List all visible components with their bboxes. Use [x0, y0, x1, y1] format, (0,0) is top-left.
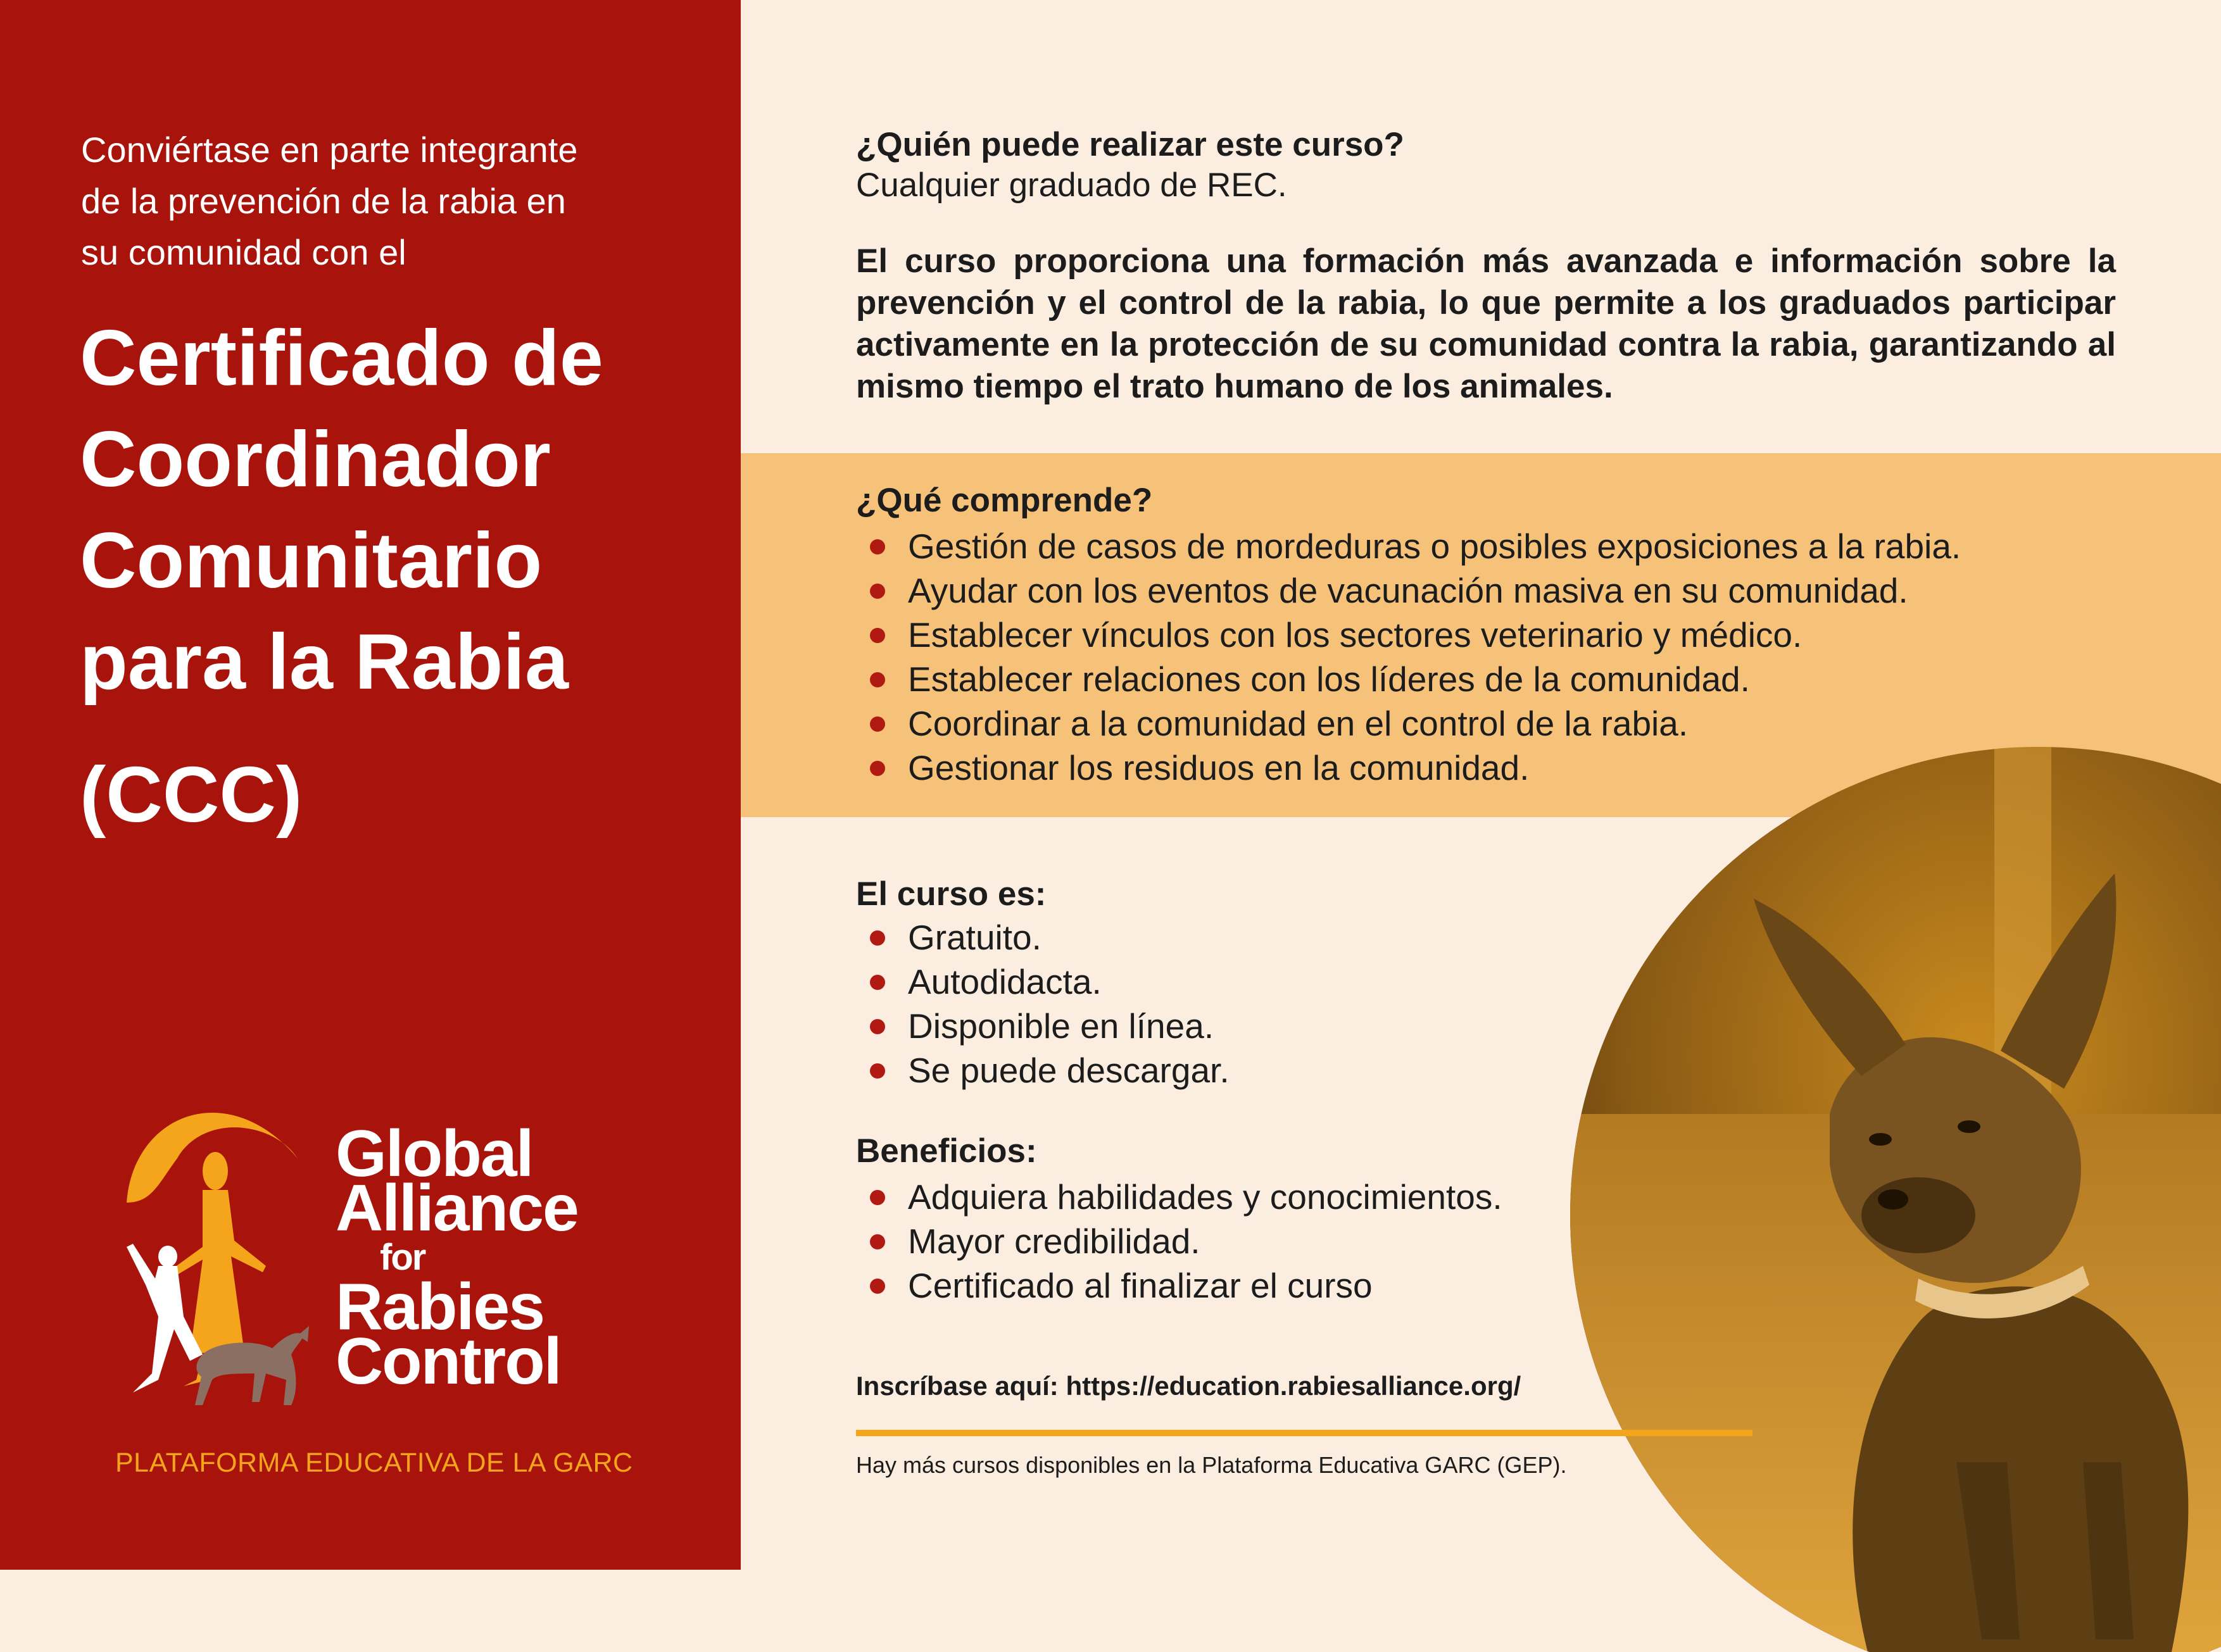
dog-photo	[1564, 734, 2221, 1652]
list-item: Establecer vínculos con los sectores veterinario y médico.	[856, 613, 1961, 657]
course-is-list	[856, 915, 1230, 1092]
logo-word: Control	[336, 1325, 561, 1398]
certificate-abbreviation: (CCC)	[80, 751, 303, 839]
benefits-heading: Beneficios:	[856, 1132, 1037, 1170]
title-line: Coordinador	[80, 416, 551, 503]
list-item: Disponible en línea.	[856, 1004, 1230, 1048]
platform-name: PLATAFORMA EDUCATIVA DE LA GARC	[115, 1448, 633, 1478]
title-line: Certificado de	[80, 315, 603, 402]
enroll-link[interactable]: Inscríbase aquí: https://education.rabiesalliance.org/	[856, 1371, 1521, 1401]
includes-heading: ¿Qué comprende?	[856, 482, 1153, 519]
more-courses-note: Hay más cursos disponibles en la Plataforma Educativa GARC (GEP).	[856, 1452, 1567, 1478]
logo-word: Rabies	[336, 1270, 544, 1344]
garc-logo-figures-icon	[108, 1076, 336, 1418]
list-item: Adquiera habilidades y conocimientos.	[856, 1175, 1502, 1219]
divider	[856, 1430, 1752, 1436]
list-item: Autodidacta.	[856, 960, 1230, 1004]
intro-line: Conviértase en parte integrante	[81, 130, 578, 170]
benefits-list	[856, 1175, 1502, 1308]
course-description: El curso proporciona una formación más avanzada e información sobre la prevención y el control de la rabia, lo que permite a los graduados participar activamente en la protección de su comunidad contra la rabia, garantizando al mismo tiempo el trato humano de los animales.	[856, 242, 2116, 405]
list-item: Mayor credibilidad.	[856, 1219, 1502, 1263]
list-item: Certificado al finalizar el curso	[856, 1263, 1502, 1308]
list-item: Establecer relaciones con los líderes de la comunidad.	[856, 657, 1961, 701]
logo-word: Alliance	[336, 1172, 578, 1245]
left-panel	[0, 0, 741, 1570]
certificate-title	[80, 308, 713, 713]
title-line: Comunitario	[80, 517, 543, 604]
logo-word: Global	[336, 1117, 533, 1191]
intro-text	[81, 124, 702, 278]
intro-line: de la prevención de la rabia en	[81, 181, 566, 221]
logo-word: for	[380, 1237, 425, 1278]
title-line: para la Rabia	[80, 618, 569, 706]
includes-list	[856, 524, 1961, 790]
garc-logo	[108, 1076, 652, 1418]
list-item: Gestión de casos de mordeduras o posibles exposiciones a la rabia.	[856, 524, 1961, 568]
who-answer: Cualquier graduado de REC.	[856, 166, 1287, 204]
logo-wordmark	[336, 1117, 578, 1398]
intro-line: su comunidad con el	[81, 232, 406, 272]
list-item: Gestionar los residuos en la comunidad.	[856, 746, 1961, 790]
list-item: Coordinar a la comunidad en el control de la rabia.	[856, 701, 1961, 746]
list-item: Gratuito.	[856, 915, 1230, 960]
course-is-heading: El curso es:	[856, 875, 1047, 913]
who-heading: ¿Quién puede realizar este curso?	[856, 126, 1404, 163]
list-item: Ayudar con los eventos de vacunación masiva en su comunidad.	[856, 568, 1961, 613]
list-item: Se puede descargar.	[856, 1048, 1230, 1092]
